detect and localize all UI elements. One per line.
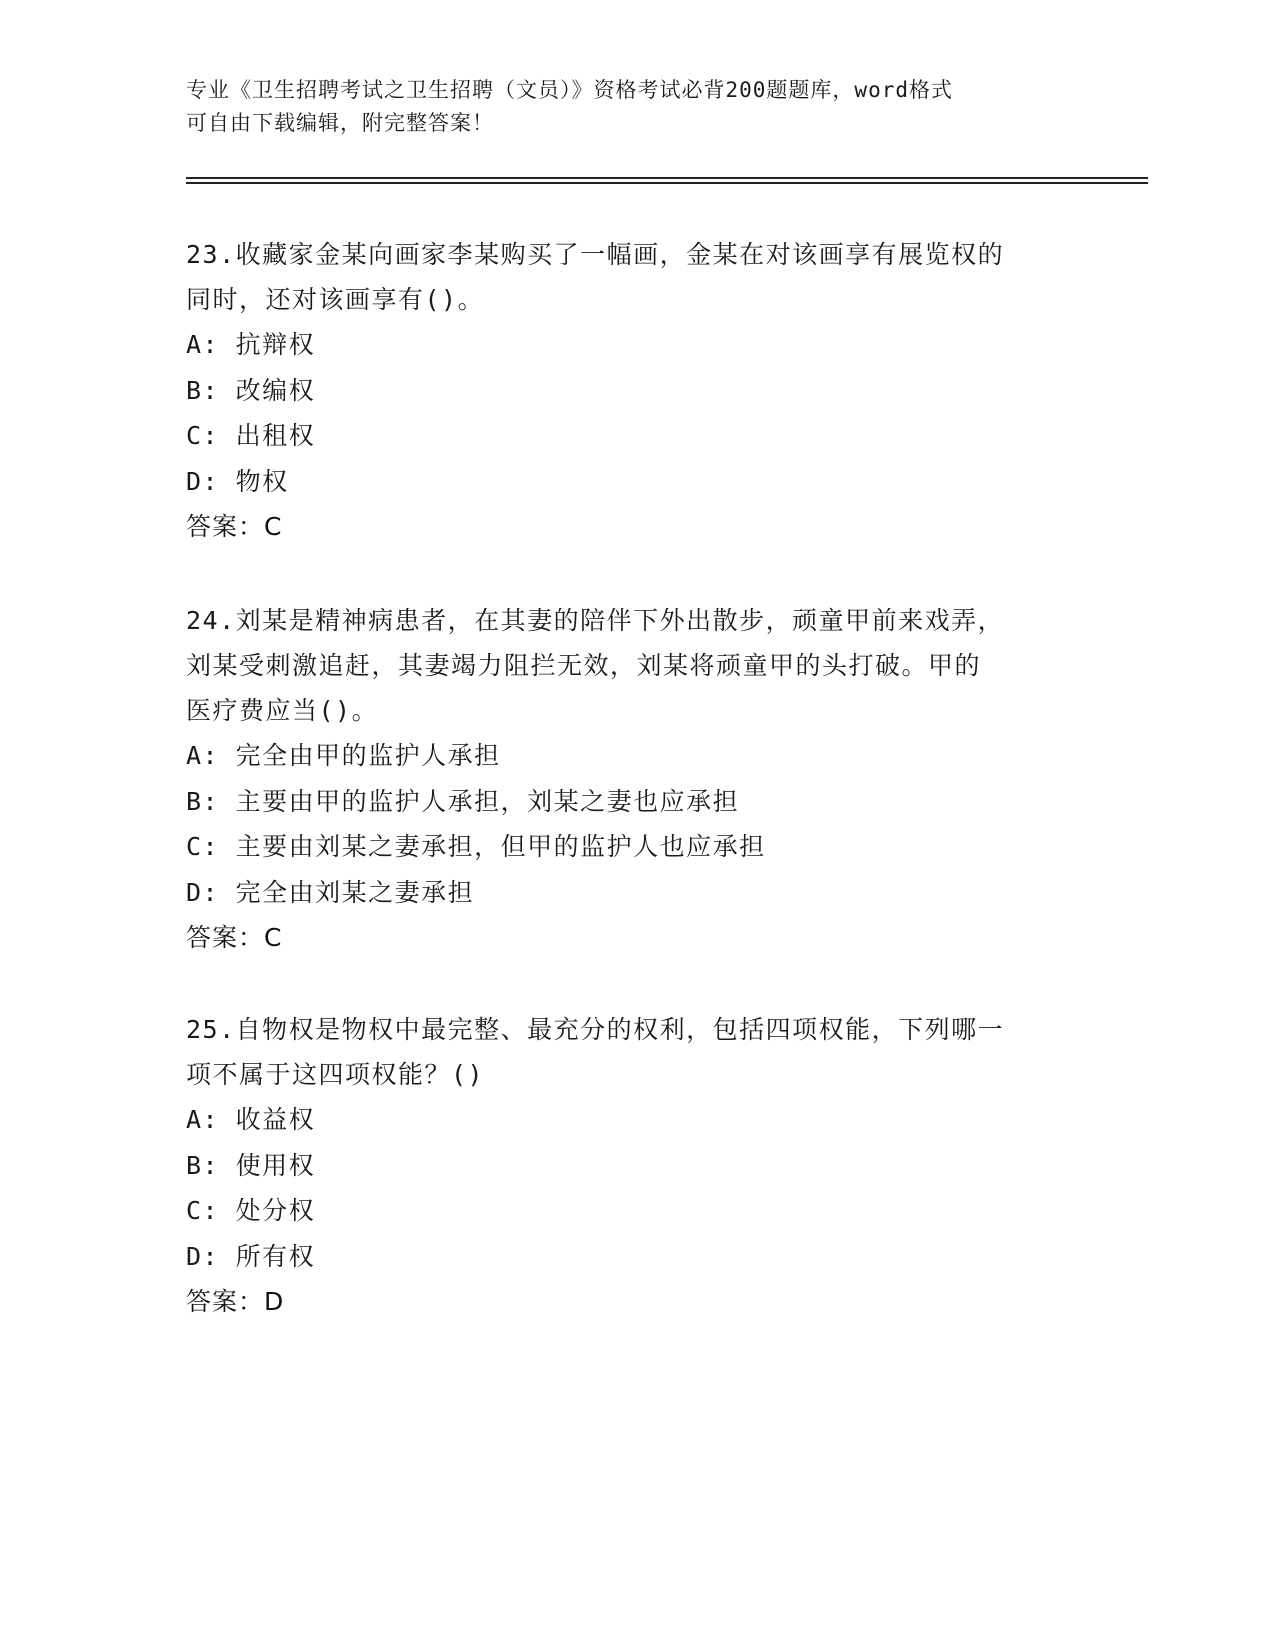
question-text-line: 刘某受刺激追赶，其妻竭力阻拦无效，刘某将顽童甲的头打破。甲的	[186, 651, 982, 680]
header-divider-top	[186, 177, 1148, 179]
option-b: B: 改编权	[186, 375, 316, 405]
question-24	[186, 598, 1086, 960]
question-text-line: 24.刘某是精神病患者，在其妻的陪伴下外出散步，顽童甲前来戏弄，	[186, 606, 1005, 635]
header-line-1: 专业《卫生招聘考试之卫生招聘（文员）》资格考试必背200题题库，word格式	[186, 78, 953, 102]
header-line-2: 可自由下载编辑，附完整答案！	[186, 111, 494, 135]
option-d: D: 物权	[186, 466, 289, 496]
answer-label: 答案：C	[186, 512, 283, 541]
header-divider-bottom	[186, 182, 1148, 184]
option-c: C: 处分权	[186, 1196, 316, 1225]
answer-label: 答案：D	[186, 1287, 285, 1316]
option-a: A: 完全由甲的监护人承担	[186, 741, 501, 770]
question-text-line: 23.收藏家金某向画家李某购买了一幅画，金某在对该画享有展览权的	[186, 240, 1005, 269]
question-23	[186, 232, 1086, 549]
question-text-line: 25.自物权是物权中最完整、最充分的权利，包括四项权能，下列哪一	[186, 1015, 1005, 1044]
question-25	[186, 1007, 1086, 1324]
question-text-line: 医疗费应当()。	[186, 696, 379, 725]
option-c: C: 主要由刘某之妻承担，但甲的监护人也应承担	[186, 832, 766, 861]
option-a: A: 收益权	[186, 1105, 316, 1134]
option-a: A: 抗辩权	[186, 330, 316, 359]
option-d: D: 所有权	[186, 1241, 316, 1271]
question-text-line: 同时，还对该画享有()。	[186, 285, 485, 314]
document-header	[186, 74, 1086, 140]
option-c: C: 出租权	[186, 421, 316, 450]
option-b: B: 主要由甲的监护人承担，刘某之妻也应承担	[186, 786, 740, 816]
option-d: D: 完全由刘某之妻承担	[186, 877, 475, 907]
option-b: B: 使用权	[186, 1150, 316, 1180]
answer-label: 答案：C	[186, 923, 283, 952]
question-text-line: 项不属于这四项权能？()	[186, 1060, 485, 1089]
